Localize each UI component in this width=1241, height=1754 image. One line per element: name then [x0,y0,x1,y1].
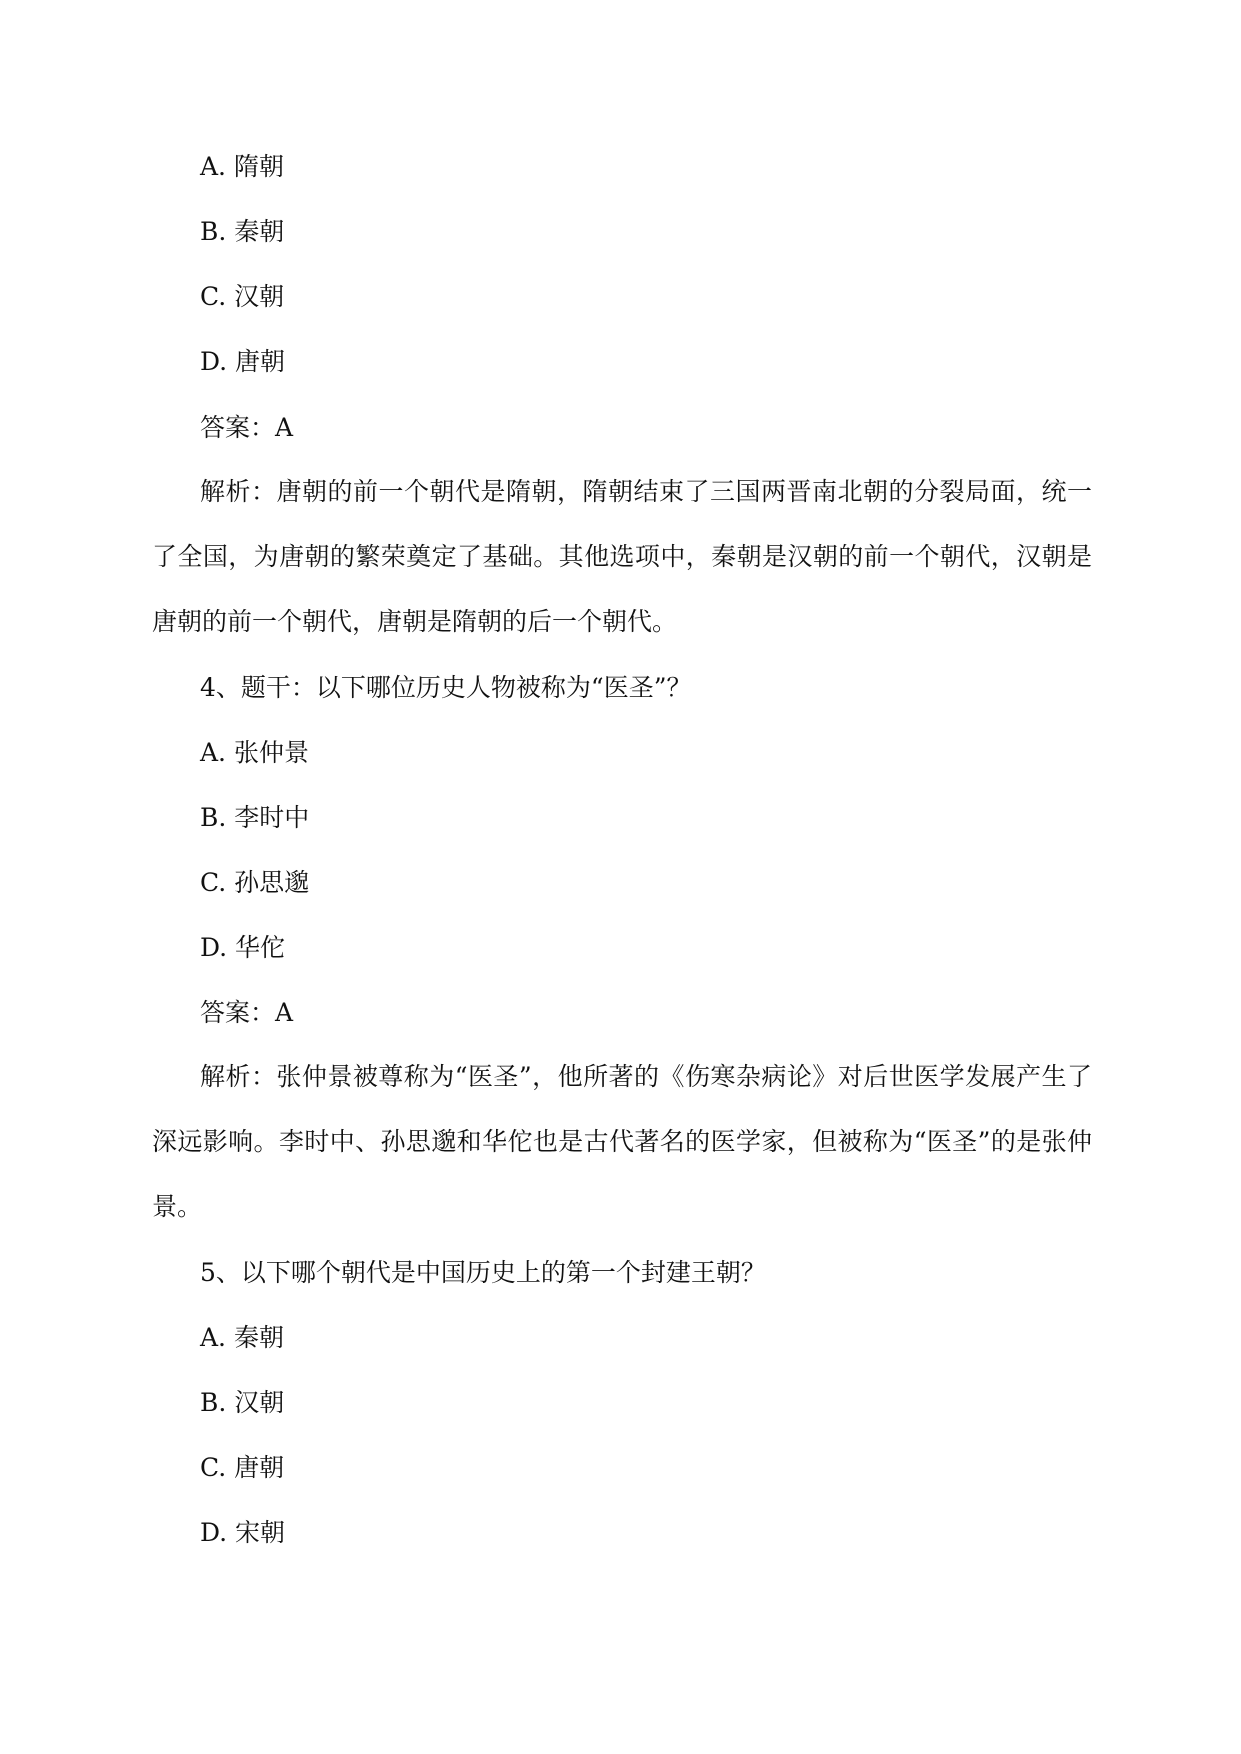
q5-option-a: A. 秦朝 [200,1323,284,1352]
q4-analysis: 解析：张仲景被尊称为“医圣”，他所著的《伤寒杂病论》对后世医学发展产生了深远影响。李时中、孙思邈和华佗也是古代著名的医学家，但被称为“医圣”的是张仲景。 [152,1062,1092,1221]
q4-stem: 4、题干：以下哪位历史人物被称为“医圣”？ [200,673,692,702]
q5-option-c: C. 唐朝 [200,1453,285,1482]
q4-option-d: D. 华佗 [200,933,286,962]
q3-option-c: C. 汉朝 [200,282,285,311]
q5-option-b: B. 汉朝 [200,1388,285,1417]
q4-option-c: C. 孙思邈 [200,868,310,897]
q4-option-b: B. 李时中 [200,803,310,832]
q3-answer: 答案：A [200,413,294,442]
q4-answer: 答案：A [200,998,294,1027]
q5-stem: 5、以下哪个朝代是中国历史上的第一个封建王朝？ [200,1258,766,1287]
q3-option-d: D. 唐朝 [200,347,286,376]
q3-option-b: B. 秦朝 [200,217,285,246]
q4-option-a: A. 张仲景 [200,738,309,767]
q5-option-d: D. 宋朝 [200,1518,286,1547]
q3-analysis: 解析：唐朝的前一个朝代是隋朝，隋朝结束了三国两晋南北朝的分裂局面，统一了全国，为唐朝的繁荣奠定了基础。其他选项中，秦朝是汉朝的前一个朝代，汉朝是唐朝的前一个朝代，唐朝是隋朝的后一个朝代。 [152,477,1092,636]
q3-option-a: A. 隋朝 [200,152,284,181]
